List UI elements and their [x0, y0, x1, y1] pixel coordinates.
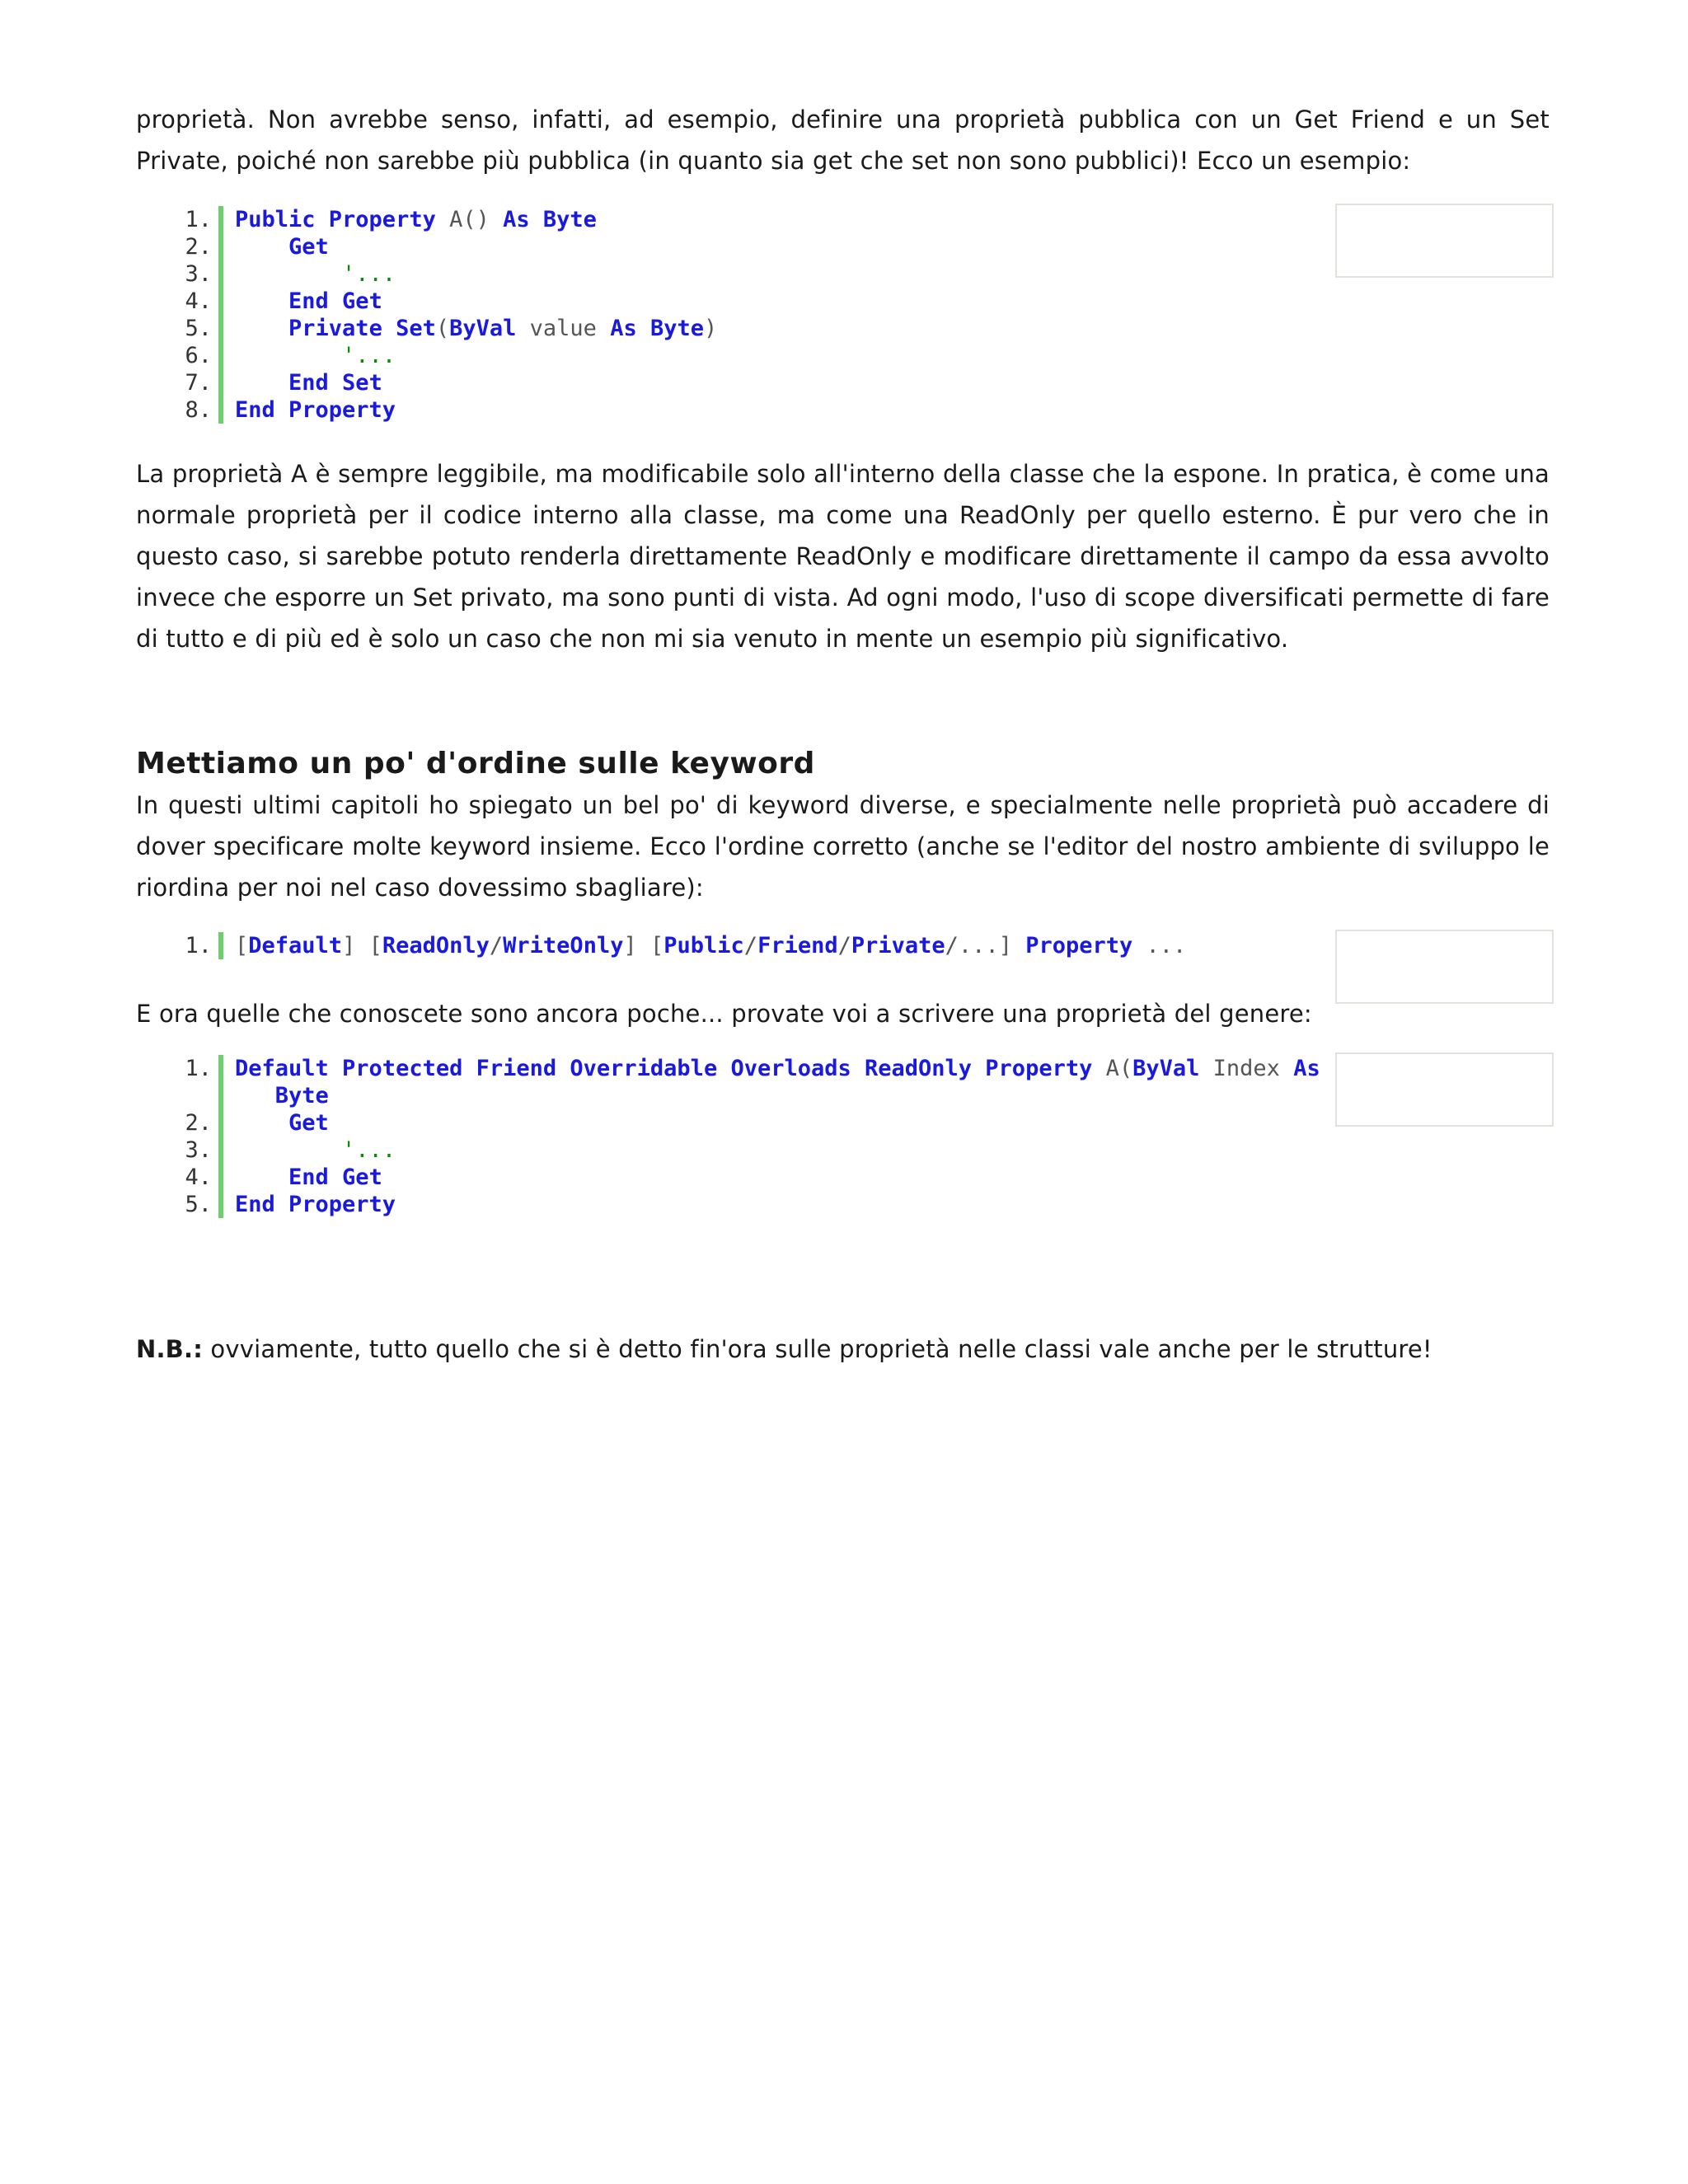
- code-gutter-bar: [218, 260, 223, 288]
- code-text: [235, 1055, 1320, 1082]
- explanation-paragraph: La proprietà A è sempre leggibile, ma modificabile solo all'interno della classe che la espone. In pratica, è come una normale proprietà per il codice interno alla classe, ma come una ReadOnly per quello esterno. È pur vero che in questo caso, si sarebbe potuto renderla direttamente ReadOnly e modificare direttamente il campo da essa avvolto invece che esporre un Set privato, ma sono punti di vista. Ad ogni modo, l'uso di scope diversificati permette di fare di tutto e di più ed è solo un caso che non mi sia venuto in mente un esempio più significativo.: [136, 460, 1550, 653]
- code-token: [235, 1165, 288, 1190]
- code-keyword: Get: [288, 1110, 329, 1136]
- code-token: [: [235, 933, 249, 958]
- section-heading: Mettiamo un po' d'ordine sulle keyword: [136, 747, 815, 780]
- code-gutter-bar: [218, 206, 223, 233]
- code-token: [235, 343, 342, 368]
- code-keyword: End Get: [288, 288, 382, 314]
- code-gutter-bar: [218, 1082, 223, 1109]
- code-gutter-bar: [218, 369, 223, 396]
- code-keyword: Byte: [274, 1083, 329, 1108]
- code-token: /: [837, 933, 851, 958]
- code-text: [235, 1191, 1298, 1218]
- code-token: [235, 288, 288, 314]
- line-number: 3.: [185, 261, 212, 287]
- code-gutter-bar: [218, 342, 223, 369]
- code-token: A(: [1092, 1056, 1133, 1081]
- code-line: [136, 1137, 1550, 1164]
- code-line: [136, 315, 1550, 342]
- code-keyword: As Byte: [610, 316, 704, 341]
- code-text: [235, 1082, 1298, 1109]
- keyword-paragraph: In questi ultimi capitoli ho spiegato un bel po' di keyword diverse, e specialmente nelle proprietà può accadere di dover specificare molte keyword insieme. Ecco l'ordine corretto (anche se l'editor del nostro ambiente di sviluppo le riordina per noi nel caso dovessimo sbagliare):: [136, 791, 1550, 902]
- code-token: value: [516, 316, 611, 341]
- intro-paragraph: proprietà. Non avrebbe senso, infatti, ad esempio, definire una proprietà pubblica con un Get Friend e un Set Private, poiché non sarebbe più pubblica (in quanto sia get che set non sono pubblici)! Ecco un esempio:: [136, 105, 1550, 175]
- code-keyword: End Get: [288, 1165, 382, 1190]
- code-token: [235, 316, 288, 341]
- code-gutter-bar: [218, 932, 223, 959]
- code-text: [235, 288, 1298, 315]
- code-text: [235, 260, 1298, 288]
- code-token: ...: [1132, 933, 1187, 958]
- code-block-keyword-order: [136, 932, 1550, 959]
- code-gutter-bar: [218, 1055, 223, 1082]
- code-gutter-bar: [218, 233, 223, 260]
- code-line: [136, 1191, 1550, 1218]
- code-keyword: Public Property: [235, 207, 436, 232]
- code-token: [235, 1137, 342, 1163]
- code-gutter-bar: [218, 315, 223, 342]
- line-number: 2.: [185, 1110, 212, 1136]
- code-keyword: Private Set: [288, 316, 436, 341]
- code-text: [235, 342, 1298, 369]
- code-keyword: Public: [663, 933, 744, 958]
- code-token: Index: [1199, 1056, 1294, 1081]
- code-copy-box[interactable]: [1335, 204, 1554, 278]
- line-number: 5.: [185, 1192, 212, 1217]
- code-block-full-keywords: [136, 1055, 1550, 1218]
- line-number: 3.: [185, 1137, 212, 1163]
- code-line: [136, 396, 1550, 424]
- code-token: [235, 1083, 275, 1108]
- code-text: [235, 369, 1298, 396]
- code-keyword: As Byte: [503, 207, 597, 232]
- note-paragraph: [136, 1329, 1432, 1370]
- line-number: 6.: [185, 343, 212, 368]
- code-keyword: Default Protected Friend Overridable Overloads ReadOnly Property: [235, 1056, 1093, 1081]
- code-token: (: [435, 316, 450, 341]
- code-block-property-example: [136, 206, 1550, 424]
- code-text: [235, 396, 1298, 424]
- code-token: [235, 234, 288, 260]
- code-line: [136, 342, 1550, 369]
- code-token: /: [489, 933, 504, 958]
- line-number: 1.: [185, 933, 212, 958]
- line-number: 1.: [185, 1056, 212, 1081]
- code-token: ] [: [342, 933, 382, 958]
- code-comment: '...: [342, 1137, 396, 1163]
- code-text: [235, 315, 1298, 342]
- code-gutter-bar: [218, 1191, 223, 1218]
- line-number: 4.: [185, 1165, 212, 1190]
- code-comment: '...: [342, 261, 396, 287]
- code-token: /...]: [945, 933, 1026, 958]
- line-number: 7.: [185, 370, 212, 396]
- code-gutter-bar: [218, 1109, 223, 1137]
- code-text: [235, 932, 1298, 959]
- code-keyword: ByVal: [449, 316, 517, 341]
- code-copy-box[interactable]: [1335, 930, 1554, 1004]
- code-line: [136, 1164, 1550, 1191]
- code-text: [235, 1109, 1298, 1137]
- note-label: N.B.:: [136, 1335, 204, 1363]
- code-keyword: End Set: [288, 370, 382, 396]
- code-gutter-bar: [218, 1164, 223, 1191]
- line-number: [136, 1082, 218, 1109]
- line-number: 1.: [185, 207, 212, 232]
- code-keyword: Friend: [757, 933, 838, 958]
- code-comment: '...: [342, 343, 396, 368]
- code-gutter-bar: [218, 396, 223, 424]
- code-token: [235, 261, 342, 287]
- code-token: [235, 370, 288, 396]
- code-keyword: End Property: [235, 1192, 396, 1217]
- code-keyword: WriteOnly: [503, 933, 624, 958]
- code-token: ] [: [623, 933, 664, 958]
- code-keyword: As: [1293, 1056, 1320, 1081]
- code-token: A(): [435, 207, 504, 232]
- line-number: 5.: [185, 316, 212, 341]
- code-token: /: [743, 933, 758, 958]
- code-token: [235, 1110, 288, 1136]
- code-gutter-bar: [218, 1137, 223, 1164]
- line-number: 4.: [185, 288, 212, 314]
- code-line: [136, 288, 1550, 315]
- code-text: [235, 233, 1298, 260]
- code-keyword: Default: [248, 933, 343, 958]
- code-gutter-bar: [218, 288, 223, 315]
- code-text: [235, 1164, 1298, 1191]
- code-keyword: ByVal: [1132, 1056, 1200, 1081]
- code-keyword: Property: [1025, 933, 1133, 958]
- code-keyword: ReadOnly: [382, 933, 490, 958]
- code-keyword: Get: [288, 234, 329, 260]
- code-line: [136, 369, 1550, 396]
- challenge-paragraph: E ora quelle che conoscete sono ancora poche... provate voi a scrivere una proprietà del genere:: [136, 1000, 1312, 1028]
- line-number: 2.: [185, 234, 212, 260]
- code-keyword: End Property: [235, 397, 396, 423]
- code-text: [235, 1137, 1298, 1164]
- code-text: [235, 206, 1298, 233]
- code-copy-box[interactable]: [1335, 1052, 1554, 1127]
- code-keyword: Private: [851, 933, 945, 958]
- code-token: ): [703, 316, 718, 341]
- note-text: ovviamente, tutto quello che si è detto fin'ora sulle proprietà nelle classi vale anche per le strutture!: [203, 1335, 1432, 1363]
- line-number: 8.: [185, 397, 212, 423]
